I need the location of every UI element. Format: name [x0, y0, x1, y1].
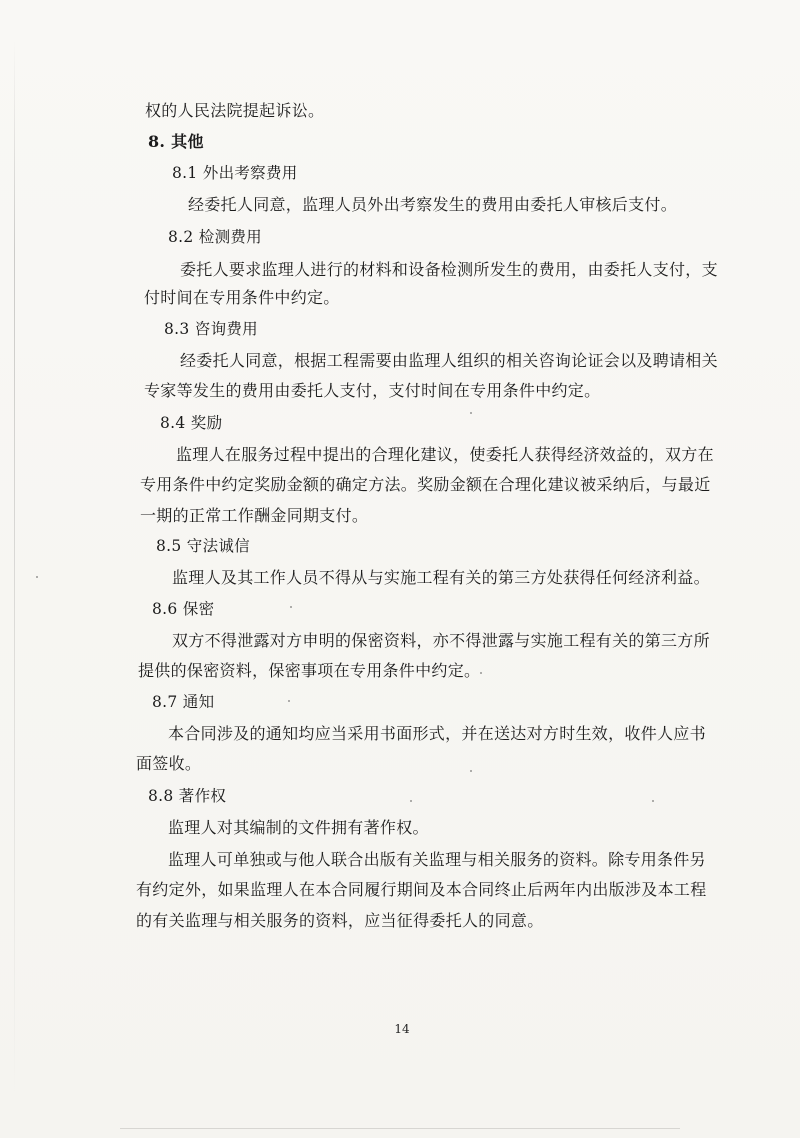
paragraph-line: 有约定外，如果监理人在本合同履行期间及本合同终止后两年内出版涉及本工程	[136, 880, 707, 899]
paragraph-line: 提供的保密资料，保密事项在专用条件中约定。	[138, 661, 481, 680]
paragraph-line: 监理人对其编制的文件拥有著作权。	[168, 818, 429, 837]
paragraph-line: 委托人要求监理人进行的材料和设备检测所发生的费用，由委托人支付，支	[180, 260, 718, 279]
paragraph-line: 监理人可单独或与他人联合出版有关监理与相关服务的资料。除专用条件另	[168, 850, 706, 869]
paragraph-line: 权的人民法院提起诉讼。	[145, 101, 325, 120]
subsection-heading: 8.8 著作权	[148, 787, 227, 805]
paragraph-line: 经委托人同意，监理人员外出考察发生的费用由委托人审核后支付。	[188, 195, 678, 214]
paragraph-line: 监理人及其工作人员不得从与实施工程有关的第三方处获得任何经济利益。	[172, 568, 710, 587]
scan-speck	[410, 800, 412, 802]
paragraph-line: 双方不得泄露对方申明的保密资料，亦不得泄露与实施工程有关的第三方所	[172, 631, 710, 650]
subsection-heading: 8.6 保密	[152, 600, 215, 618]
paragraph-line: 监理人在服务过程中提出的合理化建议，使委托人获得经济效益的，双方在	[176, 445, 714, 464]
scan-speck	[652, 800, 654, 802]
paragraph-line: 面签收。	[136, 754, 202, 773]
paragraph-line: 一期的正常工作酬金同期支付。	[140, 506, 369, 525]
scan-speck	[288, 700, 290, 702]
subsection-heading: 8.2 检测费用	[168, 228, 262, 246]
subsection-heading: 8.1 外出考察费用	[172, 164, 298, 182]
subsection-heading: 8.5 守法诚信	[156, 537, 250, 555]
scan-speck	[36, 576, 38, 578]
section-heading: 8. 其他	[148, 132, 204, 151]
page-number: 14	[394, 1022, 410, 1036]
scan-edge	[14, 40, 15, 1100]
scan-speck	[290, 606, 292, 608]
paragraph-line: 的有关监理与相关服务的资料，应当征得委托人的同意。	[136, 911, 544, 930]
paragraph-line: 付时间在专用条件中约定。	[144, 288, 340, 307]
scan-speck	[470, 770, 472, 772]
paragraph-line: 本合同涉及的通知均应当采用书面形式，并在送达对方时生效，收件人应书	[168, 724, 706, 743]
paragraph-line: 经委托人同意，根据工程需要由监理人组织的相关咨询论证会以及聘请相关	[180, 351, 718, 370]
subsection-heading: 8.3 咨询费用	[164, 320, 258, 338]
subsection-heading: 8.7 通知	[152, 693, 215, 711]
scan-speck	[480, 672, 482, 674]
scan-speck	[470, 412, 472, 414]
paragraph-line: 专家等发生的费用由委托人支付，支付时间在专用条件中约定。	[144, 381, 601, 400]
subsection-heading: 8.4 奖励	[160, 414, 223, 432]
scan-edge	[120, 1128, 680, 1129]
paragraph-line: 专用条件中约定奖励金额的确定方法。奖励金额在合理化建议被采纳后，与最近	[140, 475, 711, 494]
